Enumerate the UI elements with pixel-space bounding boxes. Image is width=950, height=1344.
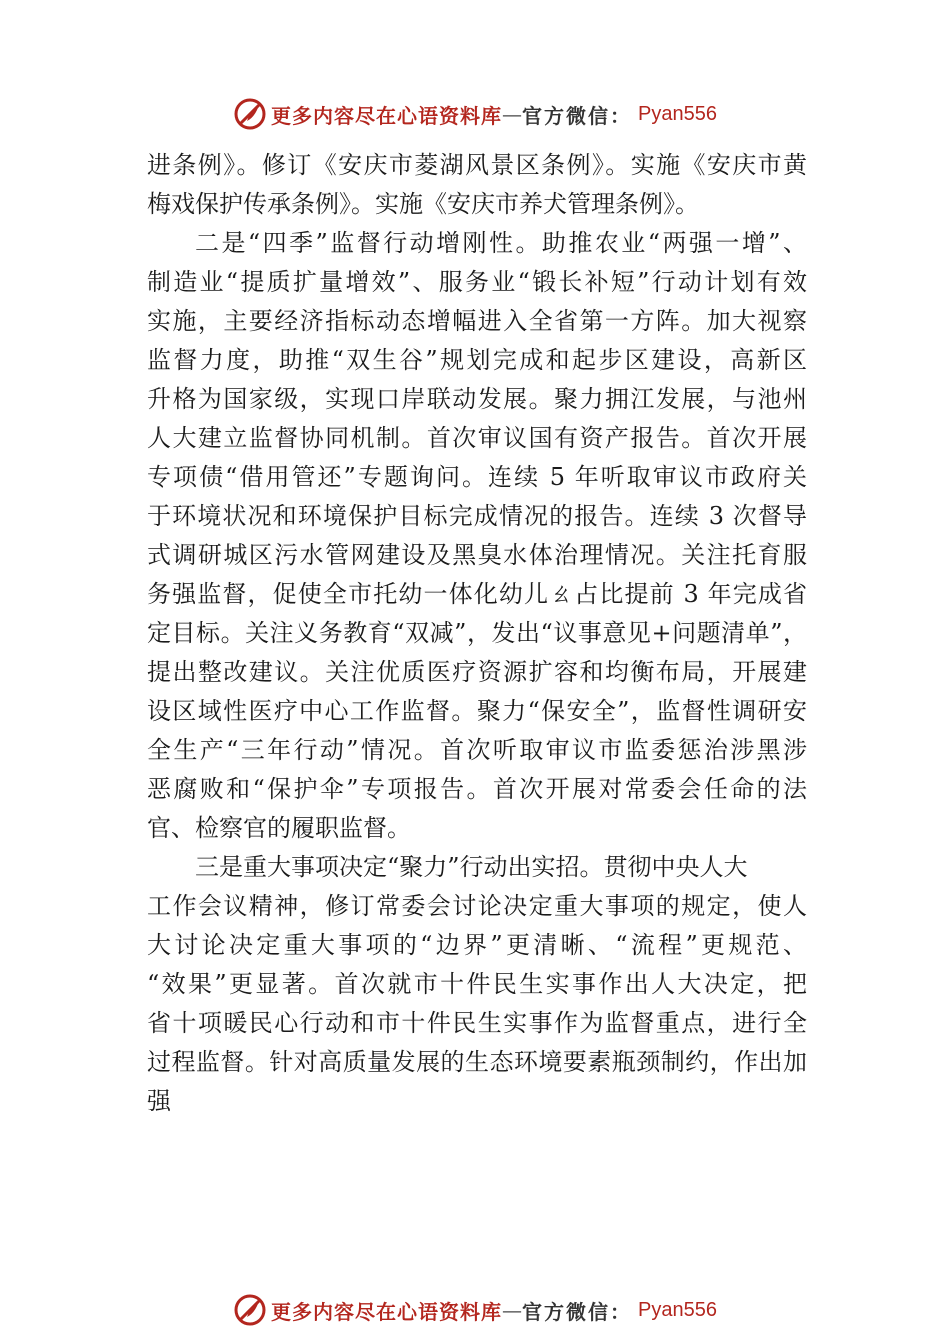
body-line: 提出整改建议。关注优质医疗资源扩容和均衡布局，开展建 bbox=[147, 658, 807, 686]
body-line: 进条例》。修订《安庆市菱湖风景区条例》。实施《安庆市黄 bbox=[147, 151, 807, 179]
body-line: 全生产“三年行动”情况。首次听取审议市监委惩治涉黑涉 bbox=[147, 736, 807, 764]
body-line: 省十项暖民心行动和市十件民生实事作为监督重点，进行全 bbox=[147, 1009, 807, 1037]
banner-account: Pyan556 bbox=[638, 1298, 717, 1321]
paragraph-start-line: 二是“四季”监督行动增刚性。助推农业“两强一增”、 bbox=[195, 229, 807, 257]
banner-account: Pyan556 bbox=[638, 102, 717, 125]
body-line: 人大建立监督协同机制。首次审议国有资产报告。首次开展 bbox=[147, 424, 807, 452]
body-line: 官、检察官的履职监督。 bbox=[147, 814, 411, 842]
body-line: 过程监督。针对高质量发展的生态环境要素瓶颈制约，作出加 bbox=[147, 1048, 807, 1076]
body-line: 式调研城区污水管网建设及黑臭水体治理情况。关注托育服 bbox=[147, 541, 807, 569]
body-line: 工作会议精神，修订常委会讨论决定重大事项的规定，使人 bbox=[147, 892, 807, 920]
body-line: 强 bbox=[147, 1087, 171, 1115]
body-line: 恶腐败和“保护伞”专项报告。首次开展对常委会任命的法 bbox=[147, 775, 807, 803]
document-body bbox=[147, 146, 807, 1121]
footer-banner bbox=[0, 1290, 950, 1330]
body-line: 设区域性医疗中心工作监督。聚力“保安全”，监督性调研安 bbox=[147, 697, 807, 725]
body-line: 监督力度，助推“双生谷”规划完成和起步区建设，高新区 bbox=[147, 346, 807, 374]
body-line: 梅戏保护传承条例》。实施《安庆市养犬管理条例》。 bbox=[147, 190, 699, 218]
body-line: 务强监督，促使全市托幼一体化幼儿ㄠ占比提前 3 年完成省 bbox=[147, 580, 807, 608]
quill-logo-icon bbox=[233, 97, 267, 131]
banner-label: 官方微信： bbox=[522, 1299, 633, 1324]
body-line: “效果”更显著。首次就市十件民生实事作出人大决定，把 bbox=[147, 970, 807, 998]
body-line: 制造业“提质扩量增效”、服务业“锻长补短”行动计划有效 bbox=[147, 268, 807, 296]
body-line: 实施，主要经济指标动态增幅进入全省第一方阵。加大视察 bbox=[147, 307, 807, 335]
banner-brand: 更多内容尽在心语资料库 bbox=[271, 1299, 503, 1324]
body-line: 大讨论决定重大事项的“边界”更清晰、“流程”更规范、 bbox=[147, 931, 807, 959]
paragraph-start-line: 三是重大事项决定“聚力”行动出实招。贯彻中央人大 bbox=[195, 853, 748, 881]
body-line: 升格为国家级，实现口岸联动发展。聚力拥江发展，与池州 bbox=[147, 385, 807, 413]
quill-logo-icon bbox=[233, 1293, 267, 1327]
header-banner bbox=[0, 94, 950, 134]
body-line: 于环境状况和环境保护目标完成情况的报告。连续 3 次督导 bbox=[147, 502, 807, 530]
banner-separator: — bbox=[502, 1298, 523, 1322]
banner-separator: — bbox=[502, 102, 523, 126]
body-line: 专项债“借用管还”专题询问。连续 5 年听取审议市政府关 bbox=[147, 463, 807, 491]
body-line: 定目标。关注义务教育“双减”，发出“议事意见+问题清单”， bbox=[147, 619, 807, 647]
banner-label: 官方微信： bbox=[522, 103, 633, 128]
banner-brand: 更多内容尽在心语资料库 bbox=[271, 103, 503, 128]
